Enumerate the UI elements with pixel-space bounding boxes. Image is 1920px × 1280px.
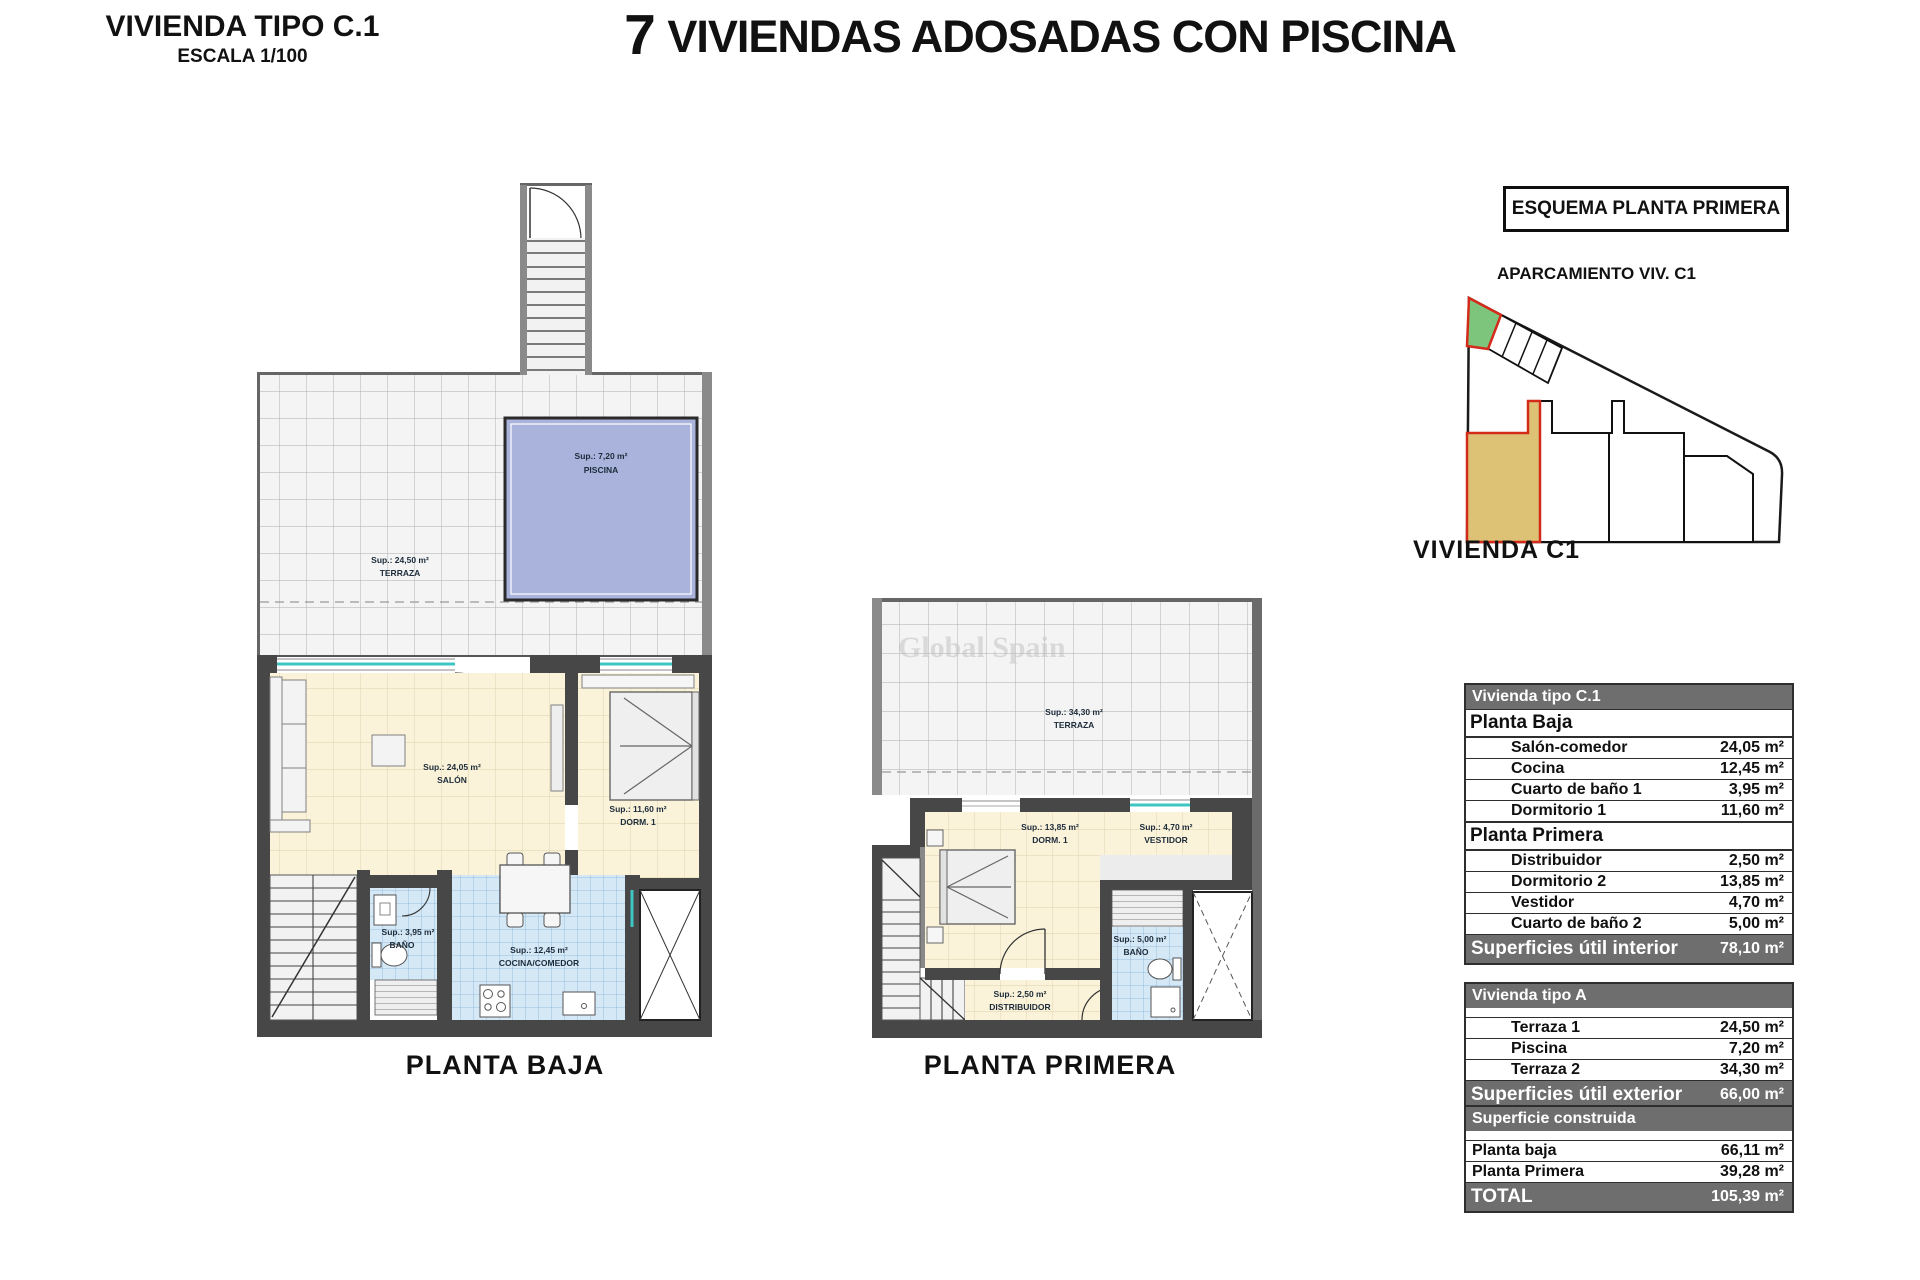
sink: [374, 895, 396, 925]
porch-strip: [375, 980, 437, 1015]
shower: [1151, 987, 1180, 1017]
room-label-sup: Sup.: 7,20 m²: [574, 451, 628, 461]
table-header: Superficie construida: [1466, 1107, 1792, 1131]
table-row: Dormitorio 1 11,60 m²: [1466, 801, 1792, 822]
table-total-row: TOTAL 105,39 m²: [1466, 1183, 1792, 1211]
room-label-sup: Sup.: 2,50 m²: [993, 989, 1047, 999]
stairs-pb: [270, 870, 370, 1020]
caption-planta-baja: PLANTA BAJA: [405, 1050, 605, 1080]
cocina-comedor: [452, 853, 625, 1020]
stove: [480, 985, 510, 1017]
wardrobe: [582, 675, 694, 688]
room-label-sup: Sup.: 24,05 m²: [423, 762, 481, 772]
room-label-name: BAÑO: [389, 940, 415, 950]
room-label-sup: Sup.: 13,85 m²: [1021, 822, 1079, 832]
table-row: Piscina 7,20 m²: [1466, 1039, 1792, 1060]
bano-pb: [370, 870, 452, 1020]
garage-void: [625, 875, 700, 1020]
table-row: Distribuidor 2,50 m²: [1466, 851, 1792, 872]
table-row: Terraza 1 24,50 m²: [1466, 1018, 1792, 1039]
site-schema-diagram: [1452, 270, 1872, 560]
spacer: [1466, 1131, 1792, 1141]
room-label-sup: Sup.: 34,30 m²: [1045, 707, 1103, 717]
wall-right: [1252, 598, 1262, 1038]
distribuidor: [965, 980, 1115, 1020]
room-label-name: PISCINA: [583, 465, 619, 475]
dormitorio-1: [578, 673, 699, 878]
sofa: [270, 677, 310, 832]
table-row: Planta baja 66,11 m²: [1466, 1141, 1792, 1162]
window-glazing: [962, 801, 1020, 806]
terraza-p1: [872, 598, 1262, 795]
floor-plan-first: [870, 595, 1270, 1045]
bed: [610, 692, 699, 800]
armchair: [372, 735, 405, 766]
table-header: Vivienda tipo C.1: [1466, 685, 1792, 709]
room-label-sup: Sup.: 12,45 m²: [510, 945, 568, 955]
unit-label: VIVIENDA C1: [1413, 536, 1581, 564]
window-glazing: [277, 659, 672, 670]
entry-stair-tower: [520, 183, 592, 380]
void-x: [1193, 892, 1252, 1020]
room-label-name: TERRAZA: [379, 568, 421, 578]
table-row: Cocina 12,45 m²: [1466, 759, 1792, 780]
unit-4-outline: [1684, 456, 1753, 542]
room-label-sup: Sup.: 24,50 m²: [371, 555, 429, 565]
room-label-name: DORM. 1: [620, 817, 656, 827]
room-label-name: DORM. 1: [1032, 835, 1068, 845]
type-title: VIVIENDA TIPO C.1: [105, 10, 380, 43]
room-label-name: BAÑO: [1123, 947, 1149, 957]
room-label-sup: Sup.: 3,95 m²: [381, 927, 435, 937]
table-row: Terraza 2 34,30 m²: [1466, 1060, 1792, 1081]
wall-left: [257, 655, 270, 1037]
caption-planta-primera: PLANTA PRIMERA: [923, 1050, 1177, 1080]
scale-label: ESCALA 1/100: [177, 46, 308, 67]
salon: [270, 673, 565, 875]
table-row: Planta Primera 39,28 m²: [1466, 1162, 1792, 1183]
wall-left: [872, 845, 882, 1038]
wall-bottom: [257, 1020, 712, 1037]
table-built-surface: [1464, 1105, 1794, 1213]
table-row: Dormitorio 2 13,85 m²: [1466, 872, 1792, 893]
schema-title: ESQUEMA PLANTA PRIMERA: [1511, 198, 1781, 219]
pool: [505, 418, 697, 600]
table-total-row: Superficies útil exterior 66,00 m²: [1466, 1081, 1792, 1109]
floor-plan-ground: [252, 175, 712, 1045]
schema-title-box: [1503, 186, 1789, 232]
room-label-name: TERRAZA: [1053, 720, 1095, 730]
table-header: Vivienda tipo A: [1466, 984, 1792, 1008]
tv-unit: [551, 705, 563, 791]
spacer: [1466, 1008, 1792, 1018]
table-interior-surfaces: [1464, 683, 1794, 965]
room-label-sup: Sup.: 11,60 m²: [609, 804, 667, 814]
table-row: Cuarto de baño 2 5,00 m²: [1466, 914, 1792, 935]
room-label-name: COCINA/COMEDOR: [498, 958, 580, 968]
table-exterior-surfaces: [1464, 982, 1794, 1111]
table-row: Vestidor 4,70 m²: [1466, 893, 1792, 914]
sheet-subtitle-block: [100, 10, 385, 68]
parking-label: APARCAMIENTO VIV. C1: [1497, 264, 1697, 283]
room-label-sup: Sup.: 4,70 m²: [1139, 822, 1193, 832]
watermark: Global Spain: [898, 631, 1066, 664]
section-title: Planta Baja: [1466, 709, 1792, 738]
table-row: Salón-comedor 24,05 m²: [1466, 738, 1792, 759]
table-total-row: Superficies útil interior 78,10 m²: [1466, 935, 1792, 963]
window-glazing: [1130, 800, 1190, 805]
room-label-name: SALÓN: [437, 775, 467, 785]
toilet: [1148, 958, 1181, 980]
title-number: 7: [624, 3, 656, 67]
room-label-name: DISTRIBUIDOR: [989, 1002, 1051, 1012]
room-label-sup: Sup.: 5,00 m²: [1113, 934, 1167, 944]
wall-bottom: [872, 1020, 1262, 1038]
section-title: Planta Primera: [1466, 822, 1792, 851]
kitchen-sink: [563, 992, 595, 1015]
porch-strip: [1112, 890, 1183, 927]
page-title: [555, 2, 1525, 68]
room-label-name: VESTIDOR: [1144, 835, 1188, 845]
title-text: VIVIENDAS ADOSADAS CON PISCINA: [655, 11, 1456, 62]
table-row: Cuarto de baño 1 3,95 m²: [1466, 780, 1792, 801]
